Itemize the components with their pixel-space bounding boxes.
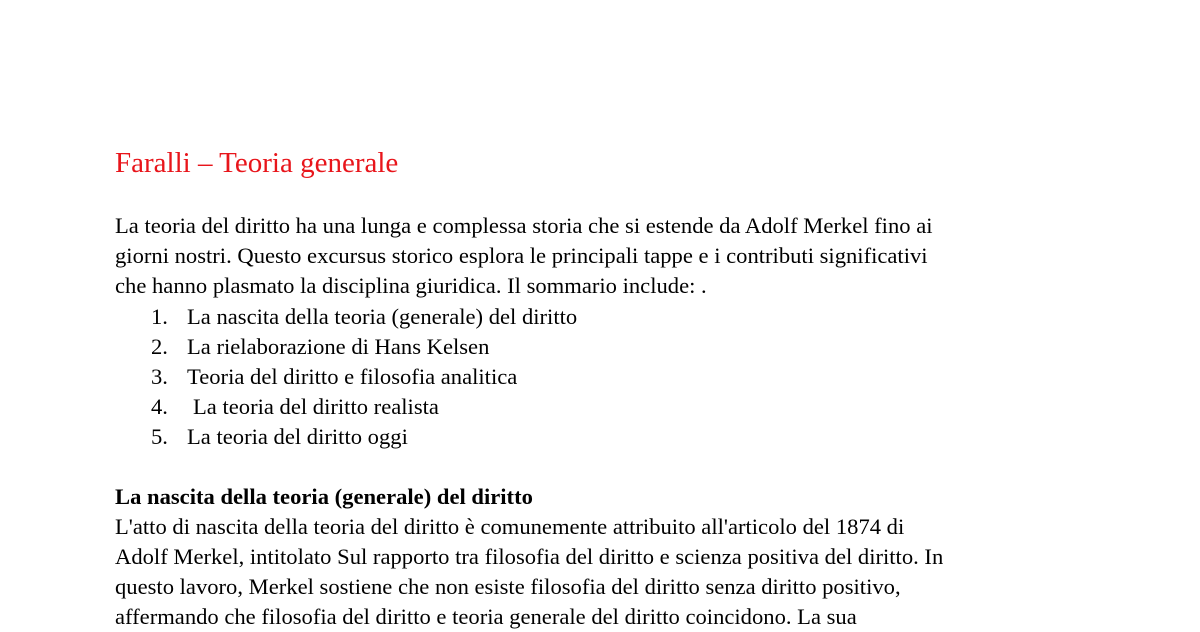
- summary-item-number: 4.: [151, 394, 168, 419]
- intro-paragraph: [115, 211, 1105, 301]
- intro-line: giorni nostri. Questo excursus storico esplora le principali tappe e i contributi significativi: [115, 243, 928, 268]
- document-title: Faralli – Teoria generale: [115, 147, 399, 179]
- summary-item-number: 1.: [151, 304, 168, 329]
- summary-item-text: La rielaborazione di Hans Kelsen: [187, 334, 490, 359]
- section-line: L'atto di nascita della teoria del diritto è comunemente attribuito all'articolo del 1874 di: [115, 514, 905, 539]
- section-line: affermando che filosofia del diritto e teoria generale del diritto coincidono. La sua: [115, 604, 857, 629]
- section-heading: La nascita della teoria (generale) del diritto: [115, 484, 533, 509]
- summary-item-text: Teoria del diritto e filosofia analitica: [187, 364, 518, 389]
- summary-item-number: 5.: [151, 424, 168, 449]
- intro-line: che hanno plasmato la disciplina giuridica. Il sommario include: .: [115, 273, 707, 298]
- summary-item-text: La teoria del diritto realista: [193, 394, 439, 419]
- summary-item-text: La nascita della teoria (generale) del diritto: [187, 304, 578, 329]
- summary-item-number: 3.: [151, 364, 168, 389]
- section-paragraph: [115, 512, 1105, 632]
- section-line: Adolf Merkel, intitolato Sul rapporto tra filosofia del diritto e scienza positiva del diritto. In: [115, 544, 944, 569]
- section-line: questo lavoro, Merkel sostiene che non esiste filosofia del diritto senza diritto positivo,: [115, 574, 901, 599]
- summary-item-text: La teoria del diritto oggi: [187, 424, 408, 449]
- summary-item-number: 2.: [151, 334, 168, 359]
- intro-line: La teoria del diritto ha una lunga e complessa storia che si estende da Adolf Merkel fino ai: [115, 213, 933, 238]
